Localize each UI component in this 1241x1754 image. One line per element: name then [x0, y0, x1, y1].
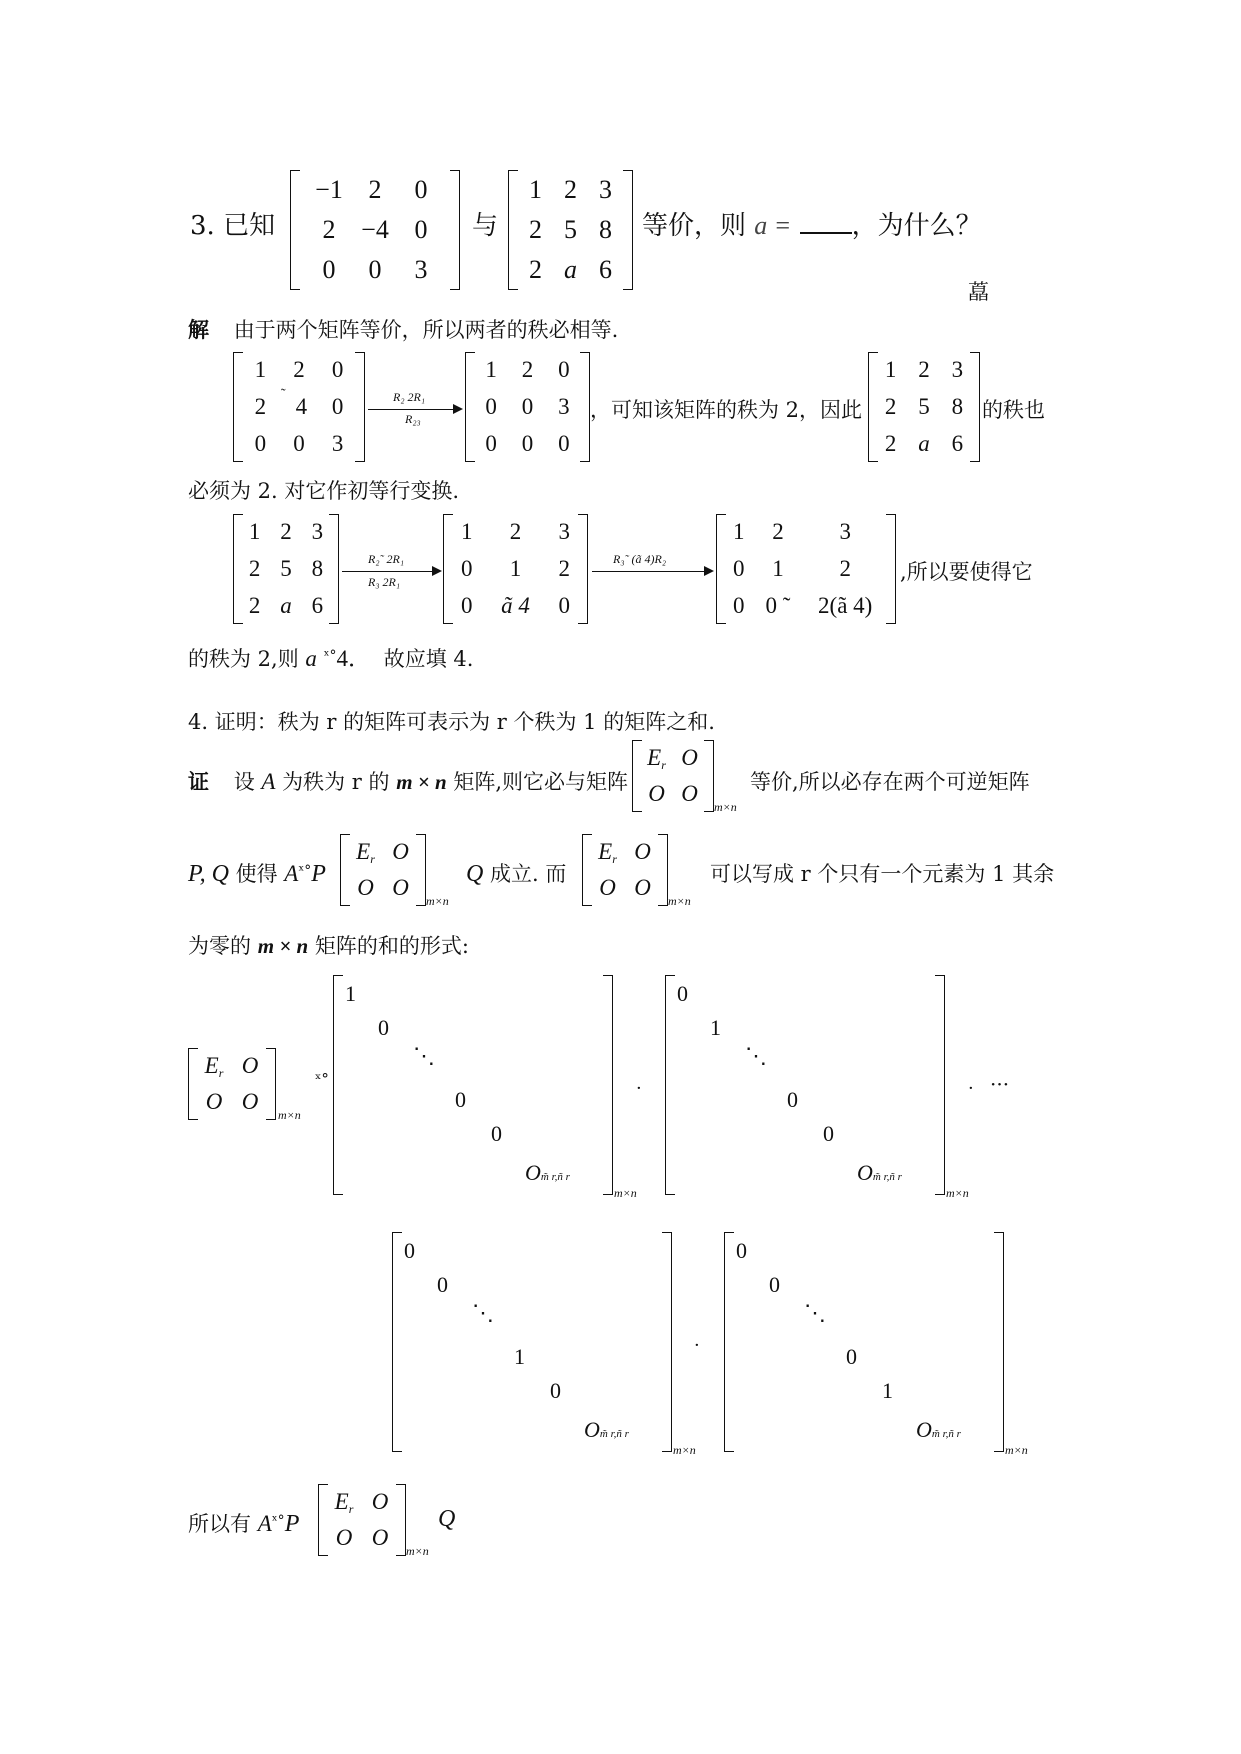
elementary-matrix-3 [392, 1232, 672, 1452]
matrix-cell: 0 [485, 393, 497, 419]
var-PQ: P, Q [188, 861, 229, 887]
matrix-cell: 1 [733, 519, 745, 545]
matrix-cell: 2 [839, 555, 851, 581]
problem3-var-a: a = [754, 211, 792, 240]
matrix-cell: 6 [311, 592, 324, 618]
block-sub: m×n [406, 1544, 429, 1558]
proof-text: 为秩为 r 的 [282, 770, 390, 794]
matrix-cell: 0 [368, 255, 382, 284]
proof-text: 设 [233, 770, 255, 794]
matrix-cell-O: Om̃ r,ñ r [857, 1160, 902, 1185]
matrix-cell: 5 [564, 215, 577, 244]
matrix-cell: 0 [331, 393, 344, 419]
matrix-cell-O: Om̃ r,ñ r [916, 1417, 961, 1442]
final-line-left [188, 1508, 299, 1538]
matrix-cell: 3 [839, 519, 851, 545]
sum-equiv-sym: ˣ° [315, 1070, 329, 1088]
elementary-matrix-2 [665, 975, 945, 1195]
var-A: A [284, 861, 299, 886]
arrow2 [342, 571, 440, 572]
matrix-cell: 0 [846, 1344, 857, 1369]
matrix-cell: 0 [455, 1087, 466, 1112]
matrix-cell: 0 [414, 175, 428, 204]
matrix-cell: 3 [414, 255, 428, 284]
matrix-cell-O: Om̃ r,ñ r [584, 1417, 629, 1442]
diag-dots: ⋱ [745, 1043, 767, 1068]
matrix-cell: O [241, 1053, 259, 1078]
block-matrix [582, 834, 668, 906]
proof-line2-mid [466, 858, 566, 888]
problem3-matrix-a [290, 170, 460, 290]
matrix-cell: 2 [529, 255, 542, 284]
block-sub: m×n [946, 1186, 969, 1200]
matrix-cell: 2 [564, 175, 577, 204]
matrix-cell: 0 [293, 430, 305, 456]
matrix-cell: 2 [772, 519, 784, 545]
solution-matrix-3 [868, 352, 980, 462]
proof-text: 矩阵的和的形式: [314, 934, 469, 958]
conclusion-text: 的秩为 2,则 [188, 647, 299, 671]
diag-dots: ⋱ [472, 1300, 494, 1325]
matrix-cell: O [392, 839, 409, 864]
matrix-cell: 1 [509, 555, 522, 581]
elementary-matrix-1 [333, 975, 613, 1195]
matrix-cell: 1 [514, 1344, 525, 1369]
matrix-cell: 2 [558, 555, 571, 581]
matrix-cell: 2 [521, 357, 534, 383]
matrix-cell: 1 [882, 1378, 893, 1403]
problem3-matrix-b [508, 170, 633, 290]
matrix-cell: −1 [315, 175, 343, 204]
matrix-cell: E r [356, 839, 375, 866]
matrix-cell: 0 [521, 393, 534, 419]
matrix-cell: 0 [460, 555, 473, 581]
solution-label: 解 [188, 317, 209, 342]
matrix-cell: 6 [599, 255, 612, 284]
solution-conclusion [188, 640, 473, 673]
problem3-number: 3. [190, 211, 215, 241]
matrix-cell: 1 [485, 357, 497, 383]
matrix-cell: O [634, 875, 651, 900]
matrix-cell: E r [204, 1053, 224, 1080]
proof-text: 使得 [235, 862, 278, 886]
arrow2-bottom-label: R₃ 2R₁ [368, 575, 401, 589]
solution-mid-text: ，可知该矩阵的秩为 2，因此 [590, 398, 863, 422]
var-Q: Q [438, 1506, 456, 1532]
matrix-cell: 0 [521, 430, 534, 456]
matrix-cell: 0 [733, 555, 745, 581]
block-sub: m×n [668, 894, 691, 908]
matrix-cell: 1 [884, 357, 897, 383]
matrix-cell: 0 [823, 1121, 834, 1146]
matrix-cell: 2 [529, 215, 542, 244]
solution-matrix-1 [233, 352, 365, 462]
solution-matrix-4 [233, 514, 339, 624]
solution-end-text: 的秩也 [982, 398, 1045, 422]
matrix-cell: 0 [404, 1238, 415, 1263]
matrix-cell: 1 [772, 555, 784, 581]
var-P: P [311, 861, 326, 887]
matrix-cell: 5 [918, 393, 930, 419]
matrix-cell: 2 [884, 430, 897, 456]
matrix-cell: 0 ˜ [765, 592, 791, 618]
matrix-cell: 0 [769, 1272, 780, 1297]
conclusion-val: 4． [336, 646, 372, 671]
matrix-cell: 2 [509, 519, 522, 545]
arrow1 [368, 409, 461, 410]
var-P: P [284, 1511, 300, 1537]
matrix-cell: 0 [491, 1121, 502, 1146]
matrix-cell: 0 [485, 430, 497, 456]
matrix-cell: 0 [378, 1015, 389, 1040]
matrix-cell: −4 [361, 215, 389, 244]
plus-dot: · [636, 1078, 642, 1099]
matrix-cell: 0 [460, 592, 473, 618]
matrix-cell: 3 [951, 357, 964, 383]
arrow2-top-label: R₂˜ 2R₁ [368, 552, 404, 566]
matrix-cell: O [648, 781, 665, 806]
equiv-sym: ˣ° [271, 1513, 285, 1529]
matrix-cell: 3 [558, 393, 570, 419]
proof-text: 矩阵,则它必与矩阵 [453, 770, 629, 794]
matrix-cell: O [599, 875, 616, 900]
matrix-cell: 3 [331, 430, 344, 456]
block-matrix [340, 834, 426, 906]
matrix-cell: 2 [254, 393, 267, 419]
matrix-cell: 5 [280, 555, 292, 581]
matrix-cell: 1 [710, 1015, 721, 1040]
block-sub: m×n [714, 800, 737, 814]
matrix-cell: 2 [280, 519, 292, 545]
block-matrix [188, 1048, 276, 1120]
matrix-cell: O [634, 839, 651, 864]
matrix-cell: O [681, 781, 698, 806]
solution-text: 由于两个矩阵等价，所以两者的秩必相等. [233, 318, 619, 342]
var-Q: Q [466, 861, 484, 887]
block-sub: m×n [1005, 1443, 1028, 1457]
answer-blank [800, 210, 852, 234]
var-A: A [257, 1511, 272, 1536]
elementary-matrix-4 [724, 1232, 1004, 1452]
proof-line1-right: 等价,所以必存在两个可逆矩阵 [750, 770, 1030, 794]
matrix-cell: 2 [248, 555, 261, 581]
matrix-cell: O [371, 1525, 389, 1550]
block-sub: m×n [673, 1443, 696, 1457]
matrix-cell: 2 [322, 215, 336, 244]
matrix-cell: 1 [460, 519, 473, 545]
solution-matrix-2 [465, 352, 590, 462]
problem3-suffix: ，为什么？ [851, 211, 982, 241]
matrix-cell: 0 [558, 430, 570, 456]
matrix-cell: 1 [345, 981, 356, 1006]
solution-line3: 必须为 2. 对它作初等行变换. [188, 479, 460, 503]
diag-dots: ⋱ [413, 1043, 435, 1068]
var-mn: m × n [257, 934, 309, 958]
matrix-cell: 3 [558, 519, 571, 545]
matrix-cell: 0 [733, 592, 745, 618]
matrix-cell: 8 [599, 215, 612, 244]
equiv-sym: ˣ° [298, 863, 312, 879]
matrix-cell: 2 [884, 393, 897, 419]
solution-matrix-5 [443, 514, 588, 624]
matrix-cell: 0 [322, 255, 336, 284]
matrix-cell: 0 [331, 357, 344, 383]
plus-dot: · [694, 1335, 700, 1356]
block-matrix [632, 740, 714, 812]
block-sub: m×n [278, 1108, 301, 1122]
matrix-cell: 1 [254, 357, 267, 383]
matrix-cell: 2 [248, 592, 261, 618]
matrix-cell: 1 [248, 519, 261, 545]
plus-dot: · [968, 1078, 974, 1099]
stray-char: 藠 [968, 280, 989, 304]
problem3-prefix: 已知 [223, 211, 276, 241]
matrix-cell: 1 [529, 175, 542, 204]
var-A: A [261, 769, 276, 794]
proof-line1-left [188, 766, 628, 796]
matrix-cell: O [205, 1089, 223, 1114]
matrix-cell: ã 4 [501, 592, 530, 618]
matrix-cell: a [564, 255, 577, 284]
proof-text: 成立. 而 [490, 862, 567, 886]
matrix-cell: 3 [599, 175, 612, 204]
problem3-equiv: 等价，则 [642, 211, 747, 241]
matrix-cell: O [392, 875, 409, 900]
matrix-cell: ˜ 4 [280, 386, 308, 419]
proof-text: 为零的 [188, 934, 251, 958]
arrow3-top-label: R₃˜ (ã 4)R₂ [613, 552, 666, 566]
matrix-cell: O [371, 1489, 389, 1514]
block-sub: m×n [426, 894, 449, 908]
matrix-cell: 0 [254, 430, 267, 456]
matrix-cell: 0 [558, 592, 571, 618]
problem3-tail [642, 205, 982, 242]
solution-matrix-6 [716, 514, 896, 624]
conclusion-sym: ˣ° [323, 648, 337, 664]
arrow3 [592, 571, 712, 572]
block-matrix [318, 1484, 406, 1556]
matrix-cell: 0 [414, 215, 428, 244]
proof-line3 [188, 930, 469, 960]
matrix-cell: a [918, 430, 930, 456]
matrix-cell: O [357, 875, 374, 900]
matrix-cell: 0 [787, 1087, 798, 1112]
matrix-cell: 0 [550, 1378, 561, 1403]
solution-line1 [188, 314, 618, 344]
problem3-line [190, 205, 275, 242]
matrix-cell: E r [598, 839, 617, 866]
matrix-cell: 2(ã 4) [818, 592, 873, 618]
problem4-title: 4. 证明：秩为 r 的矩阵可表示为 r 个秩为 1 的矩阵之和. [188, 710, 715, 734]
final-text: 所以有 [188, 1512, 251, 1536]
matrix-cell: 0 [736, 1238, 747, 1263]
conclusion-a: a [305, 646, 317, 671]
matrix-cell: 2 [368, 175, 382, 204]
matrix-cell: 3 [311, 519, 324, 545]
matrix-cell: 0 [558, 357, 570, 383]
ellipsis: ··· [990, 1072, 1010, 1096]
matrix-cell: 0 [437, 1272, 448, 1297]
matrix-cell: O [335, 1525, 353, 1550]
arrow1-top-label: R₂ 2R₁ [393, 390, 426, 404]
matrix-cell: 6 [951, 430, 964, 456]
conclusion-end: 故应填 4. [383, 647, 474, 671]
proof-line2-right: 可以写成 r 个只有一个元素为 1 其余 [710, 862, 1055, 886]
block-sub: m×n [614, 1186, 637, 1200]
matrix-cell: O [241, 1089, 259, 1114]
matrix-cell-O: Om̃ r,ñ r [525, 1160, 570, 1185]
proof-line2-left [188, 858, 326, 888]
matrix-cell: 8 [311, 555, 324, 581]
matrix-cell: E r [647, 745, 666, 772]
matrix-cell: E r [334, 1489, 354, 1516]
matrix-cell: 0 [677, 981, 688, 1006]
solution-tail-text: ,所以要使得它 [900, 560, 1033, 584]
proof-label: 证 [188, 769, 209, 794]
matrix-cell: 2 [918, 357, 930, 383]
var-mn: m × n [396, 770, 447, 794]
arrow1-bottom-label: R₂₃ [405, 412, 421, 426]
matrix-cell: 8 [951, 393, 964, 419]
matrix-cell: 2 [293, 357, 305, 383]
matrix-cell: a [280, 592, 292, 618]
matrix-cell: O [681, 745, 698, 770]
problem3-and: 与 [472, 211, 499, 241]
diag-dots: ⋱ [804, 1300, 826, 1325]
